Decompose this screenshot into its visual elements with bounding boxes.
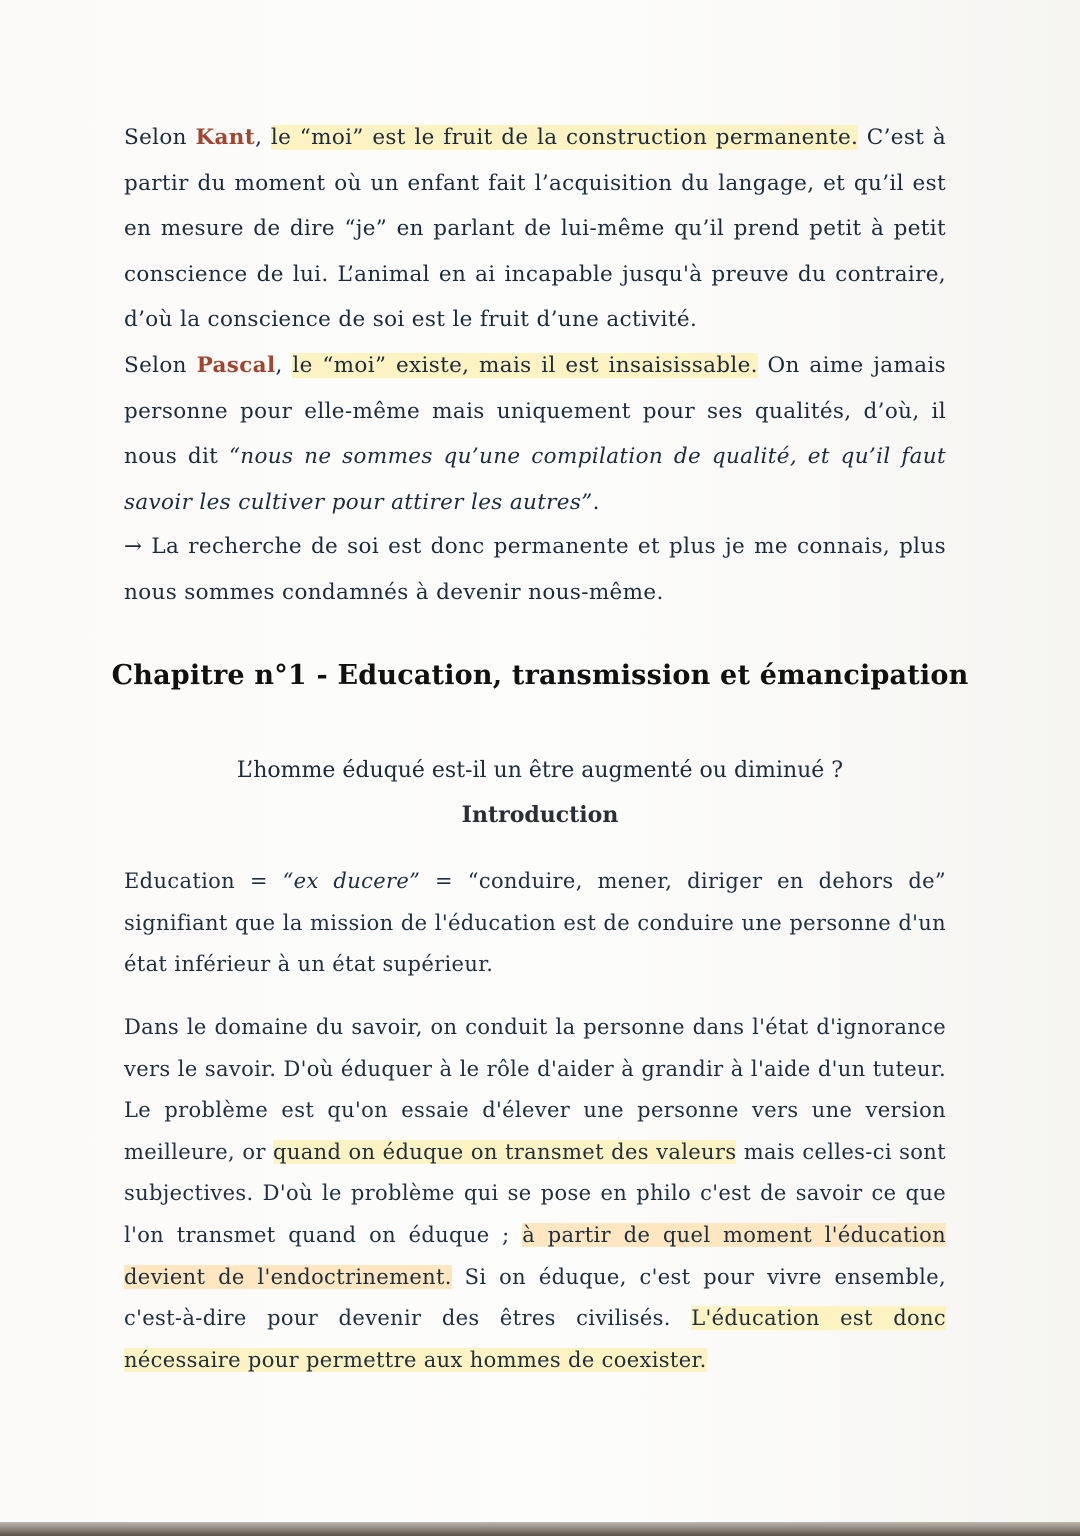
savoir-text-1: Dans le domaine du savoir, on conduit la personne dans l'état d'ignorance vers le savoir. D'où éduquer à le rôle d'aider à grandir à l'aide d'un tuteur. Le problème est qu'on essaie d'élever une personne vers une version meilleure, or: [124, 1015, 946, 1164]
savoir-text-3: Si on éduque, c'est pour vivre ensemble, c'est-à-dire pour devenir des êtres civilisés.: [124, 1264, 946, 1331]
savoir-paragraph: [124, 1007, 946, 1381]
etymology-paragraph: [124, 861, 946, 986]
kant-paragraph: [124, 115, 946, 343]
savoir-highlight-2: à partir de quel moment l'éducation devient de l'endoctrinement.: [124, 1222, 946, 1289]
kant-highlight: le “moi” est le fruit de la construction permanente.: [270, 125, 859, 150]
intro-heading: Introduction: [461, 802, 619, 828]
etymology-latin: “ex ducere”: [282, 869, 421, 893]
pascal-name: Pascal: [196, 353, 276, 378]
conclusion-paragraph: [124, 524, 946, 615]
kant-name: Kant: [195, 125, 256, 150]
chapter-title: Chapitre n°1 - Education, transmission et émancipation: [111, 660, 969, 691]
etymology-meaning: = “conduire, mener, diriger en dehors de” signifiant que la mission de l'éducation est de conduire une personne d'un état inférieur à un état supérieur.: [124, 869, 946, 977]
arrow-icon: →: [124, 534, 143, 559]
savoir-highlight-3: L'éducation est donc nécessaire pour permettre aux hommes de coexister.: [124, 1306, 946, 1372]
kant-text: C’est à partir du moment où un enfant fait l’acquisition du langage, et qu’il est en mesure de dire “je” en parlant de lui-même qu’il prend petit à petit conscience de lui. L’animal en ai incapable jusqu'à preuve du contraire, d’où la conscience de soi est le fruit d’une activité.: [124, 125, 947, 332]
pascal-highlight: le “moi” existe, mais il est insaisissable.: [292, 353, 758, 378]
page-bottom-edge: [0, 1522, 1080, 1536]
pascal-end: .: [592, 489, 600, 515]
kant-comma: ,: [255, 125, 271, 150]
pascal-comma: ,: [275, 353, 293, 378]
conclusion-text: La recherche de soi est donc permanente et plus je me connais, plus nous sommes condamnés à devenir nous-même.: [124, 534, 946, 605]
pascal-quote: “nous ne sommes qu’une compilation de qualité, et qu’il faut savoir les cultiver pour attirer les autres”: [124, 444, 946, 515]
etymology-word: Education =: [124, 869, 283, 893]
kant-lead: Selon: [124, 125, 196, 150]
savoir-text-2: mais celles-ci sont subjectives. D'où le problème qui se pose en philo c'est de savoir ce que l'on transmet quand on éduque ;: [124, 1139, 946, 1247]
pascal-text: On aime jamais personne pour elle-même mais uniquement pour ses qualités, d’où, il nous dit: [124, 353, 946, 469]
savoir-highlight-1: quand on éduque on transmet des valeurs: [273, 1139, 737, 1164]
pascal-paragraph: [124, 343, 946, 525]
pascal-lead: Selon: [124, 353, 197, 378]
chapter-question: L’homme éduqué est-il un être augmenté ou diminué ?: [236, 758, 844, 783]
